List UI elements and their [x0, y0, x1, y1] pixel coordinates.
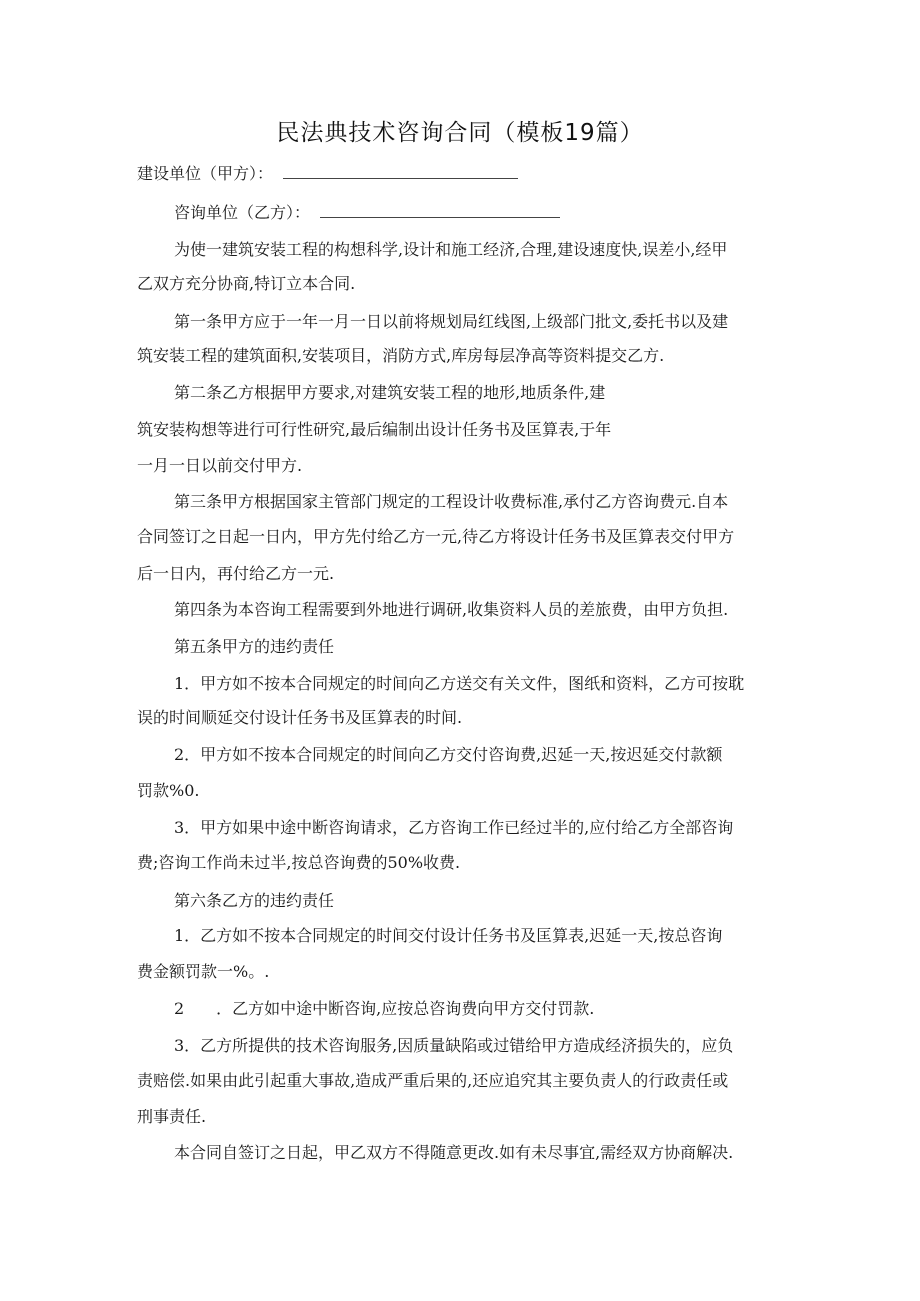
paragraph-line: 筑安装工程的建筑面积,安装项目，消防方式,库房每层净高等资料提交乙方.	[137, 346, 665, 365]
paragraph-line: 罚款%0.	[137, 781, 200, 800]
paragraph-line: 1．乙方如不按本合同规定的时间交付设计任务书及匡算表,迟延一天,按总咨询	[174, 926, 723, 945]
section-heading: 第六条乙方的违约责任	[174, 891, 335, 910]
paragraph-line: 责赔偿.如果由此引起重大事故,造成严重后果的,还应追究其主要负责人的行政责任或	[137, 1071, 729, 1090]
party-a-row	[137, 164, 518, 184]
party-b-row	[174, 203, 560, 223]
party-b-label: 咨询单位（乙方）：	[174, 203, 311, 222]
paragraph-line: 费金额罚款一%。.	[137, 962, 270, 981]
paragraph-line: 3．甲方如果中途中断咨询请求，乙方咨询工作已经过半的,应付给乙方全部咨询	[174, 818, 734, 837]
paragraph-line: 本合同自签订之日起，甲乙双方不得随意更改.如有未尽事宜,需经双方协商解决.	[174, 1143, 734, 1162]
paragraph-line: 费;咨询工作尚未过半,按总咨询费的50%收费.	[137, 853, 461, 872]
party-a-blank	[283, 164, 518, 179]
paragraph-line: 第一条甲方应于一年一月一日以前将规划局红线图,上级部门批文,委托书以及建	[174, 312, 729, 331]
paragraph-line: 筑安装构想等进行可行性研究,最后编制出设计任务书及匡算表,于年	[137, 420, 612, 439]
paragraph-line: 2 ．乙方如中途中断咨询,应按总咨询费向甲方交付罚款.	[174, 999, 595, 1018]
paragraph-line: 刑事责任.	[137, 1107, 207, 1126]
section-heading: 第五条甲方的违约责任	[174, 637, 335, 656]
party-b-blank	[320, 203, 560, 218]
paragraph-line: 合同签订之日起一日内，甲方先付给乙方一元,待乙方将设计任务书及匡算表交付甲方	[137, 527, 735, 546]
paragraph-line: 误的时间顺延交付设计任务书及匡算表的时间.	[137, 708, 463, 727]
paragraph-line: 一月一日以前交付甲方.	[137, 456, 303, 475]
paragraph-line: 1．甲方如不按本合同规定的时间向乙方送交有关文件，图纸和资料，乙方可按耽	[174, 674, 745, 693]
paragraph-line: 乙双方充分协商,特订立本合同.	[137, 274, 356, 293]
paragraph-line: 第四条为本咨询工程需要到外地进行调研,收集资料人员的差旅费，由甲方负担.	[174, 600, 729, 619]
document-title: 民法典技术咨询合同（模板19篇）	[276, 120, 644, 146]
paragraph-line: 3．乙方所提供的技术咨询服务,因质量缺陷或过错给甲方造成经济损失的，应负	[174, 1036, 734, 1055]
paragraph-line: 为使一建筑安装工程的构想科学,设计和施工经济,合理,建设速度快,误差小,经甲	[174, 240, 728, 259]
paragraph-line: 后一日内，再付给乙方一元.	[137, 564, 335, 583]
paragraph-line: 2．甲方如不按本合同规定的时间向乙方交付咨询费,迟延一天,按迟延交付款额	[174, 745, 723, 764]
party-a-label: 建设单位（甲方）：	[137, 164, 274, 183]
paragraph-line: 第二条乙方根据甲方要求,对建筑安装工程的地形,地质条件,建	[174, 383, 606, 402]
paragraph-line: 第三条甲方根据国家主管部门规定的工程设计收费标准,承付乙方咨询费元.自本	[174, 492, 729, 511]
